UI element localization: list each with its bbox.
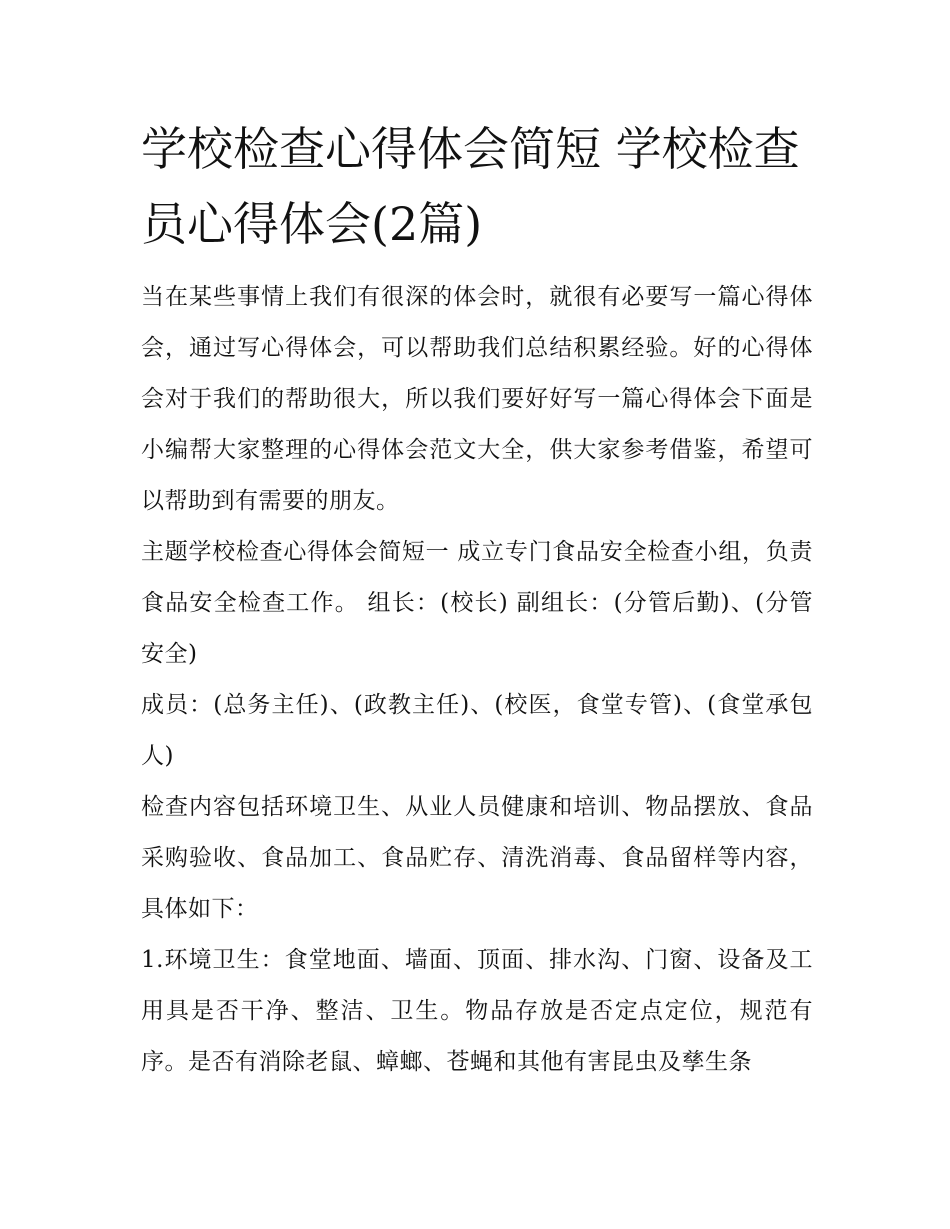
members-paragraph: 成员：(总务主任)、(政教主任)、(校医，食堂专管)、(食堂承包人) [141, 692, 813, 769]
document-page [141, 112, 813, 1088]
intro-paragraph: 当在某些事情上我们有很深的体会时，就很有必要写一篇心得体会，通过写心得体会，可以帮助我们总结积累经验。好的心得体会对于我们的帮助很大，所以我们要好好写一篇心得体会下面是小编帮大家整理的心得体会范文大全，供大家参考借鉴，希望可以帮助到有需要的朋友。 [141, 284, 813, 514]
inspection-content-paragraph: 检查内容包括环境卫生、从业人员健康和培训、物品摆放、食品采购验收、食品加工、食品贮存、清洗消毒、食品留样等内容，具体如下： [141, 794, 813, 922]
environment-hygiene-paragraph: 1.环境卫生：食堂地面、墙面、顶面、排水沟、门窗、设备及工用具是否干净、整洁、卫生。物品存放是否定点定位，规范有序。是否有消除老鼠、蟑螂、苍蝇和其他有害昆虫及孳生条 [141, 947, 813, 1075]
document-body [141, 272, 813, 1088]
inspection-team-paragraph: 主题学校检查心得体会简短一 成立专门食品安全检查小组，负责食品安全检查工作。 组长：(校长) 副组长：(分管后勤)、(分管安全) [141, 539, 813, 667]
document-title: 学校检查心得体会简短 学校检查员心得体会(2篇) [141, 122, 800, 251]
